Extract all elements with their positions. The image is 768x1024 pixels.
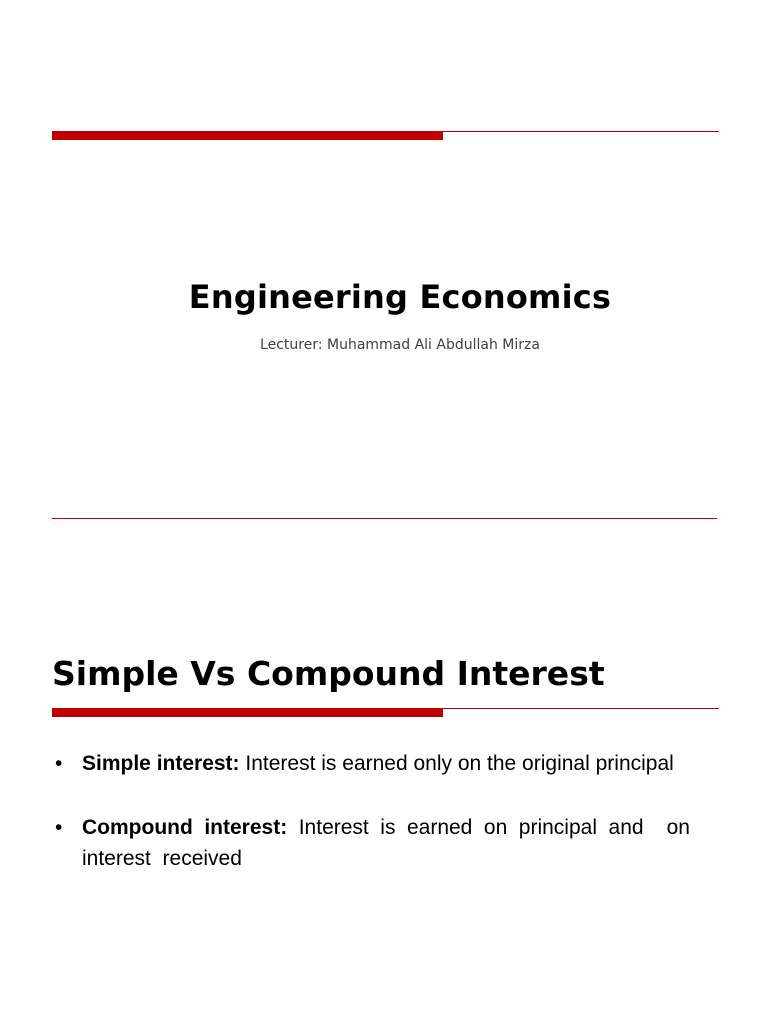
bullet-list [52,748,696,907]
bullet-icon: • [55,752,63,775]
bullet-text: Interest is earned on principal and on interest received [82,816,696,870]
bullet-item-compound-interest [52,812,696,874]
bullet-item-simple-interest [52,748,690,779]
bullet-term: Simple interest: [82,752,240,775]
accent-bar-thick [52,708,443,717]
bullet-icon: • [55,816,63,839]
bullet-term: Compound interest: [82,816,288,839]
accent-bar-thin [443,708,719,709]
slide-title: Engineering Economics [188,278,612,316]
bullet-text: Interest is earned only on the original principal [245,752,674,775]
accent-bar-thick [52,131,443,140]
accent-bar-thin [443,131,719,132]
content-slide [0,519,768,1024]
slide-subtitle: Lecturer: Muhammad Ali Abdullah Mirza [260,337,540,353]
slide-title: Simple Vs Compound Interest [52,654,605,693]
